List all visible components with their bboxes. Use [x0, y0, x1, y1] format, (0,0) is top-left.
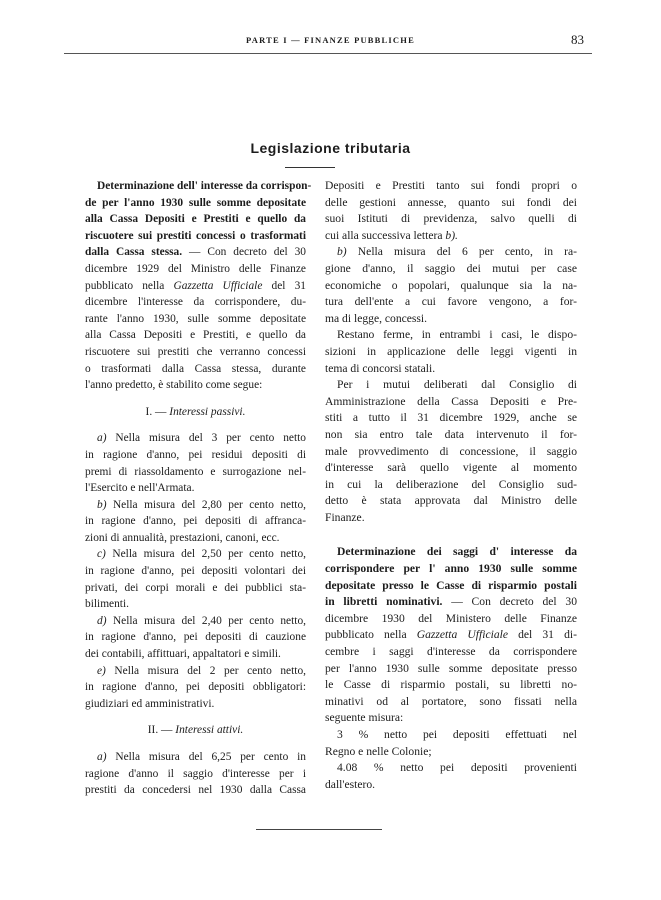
text: 4.08 % netto pei depositi provenienti — [337, 761, 577, 775]
text-line — [85, 580, 306, 597]
italic-text: Gazzetta Ufficiale — [416, 628, 508, 642]
text-line — [85, 327, 306, 344]
text-line — [85, 530, 306, 547]
text: prestiti da concedersi nel 1930 dalla Cassa — [85, 784, 306, 797]
text-line — [325, 361, 577, 378]
text: le Casse di risparmio postali, su libretti no- — [325, 678, 577, 692]
text: premi di riassoldamento e surrogazione nel- — [85, 465, 306, 478]
text-line — [85, 563, 306, 580]
text-line — [85, 228, 306, 245]
paragraph — [325, 760, 577, 793]
text-line — [85, 766, 306, 783]
paragraph — [325, 244, 577, 327]
text-line — [325, 727, 577, 744]
text: o trasformati dalla Cassa stessa, durante — [85, 362, 306, 375]
paragraph — [325, 377, 577, 526]
subsection-heading — [85, 722, 306, 739]
running-header — [0, 32, 661, 49]
text-line — [325, 561, 577, 578]
text-line — [325, 694, 577, 711]
text: dicembre 1930 del Ministero delle Finanze — [325, 611, 577, 625]
text-line — [325, 578, 577, 595]
text: male provvedimento di concessione, il saggio — [325, 444, 577, 458]
paragraph — [85, 497, 306, 547]
text: l'Esercito e nell'Armata. — [85, 482, 195, 495]
text-line — [85, 361, 306, 378]
text-line — [325, 493, 577, 510]
text: zioni di annualità, prestazioni, canoni, ecc. — [85, 531, 280, 544]
italic-text: a) — [97, 751, 107, 763]
bold-text: in libretti nominativi. — [325, 595, 443, 609]
paragraph — [85, 178, 312, 394]
text-line — [85, 722, 306, 739]
text: sizioni in applicazione delle leggi vigenti in — [325, 344, 577, 358]
text-line — [325, 344, 577, 361]
text-line — [85, 546, 306, 563]
header-rule — [64, 53, 592, 54]
bold-text: riscuotere sui prestiti concessi o trasformati — [85, 229, 306, 242]
text-line — [325, 677, 577, 694]
text-line — [85, 447, 306, 464]
text: privati, dei corpi morali e dei pubblici sta- — [85, 581, 306, 594]
text: Nella misura del 2,50 per cento netto, — [105, 548, 306, 561]
paragraph — [85, 663, 306, 713]
text: minativi od al portatore, sono fissati nella — [325, 694, 577, 708]
italic-text: Gazzetta Ufficiale — [173, 279, 263, 292]
paragraph — [85, 430, 306, 496]
text-line — [85, 278, 306, 295]
text-line — [325, 760, 577, 777]
text-line — [325, 477, 577, 494]
text: cembre i saggi d'interesse da corrispondere — [325, 645, 577, 659]
end-rule — [256, 829, 382, 830]
text-line — [325, 278, 577, 295]
text-line — [85, 211, 306, 228]
text-line — [325, 627, 577, 644]
text: in ragione d'anno, pei depositi di cauzione — [85, 631, 306, 644]
text: dicembre l'interesse da corrispondere, du- — [85, 296, 306, 309]
text-line — [85, 261, 306, 278]
text: Nella misura del 6 per cento, in ra- — [346, 245, 577, 259]
text: non sia entro tale data intervenuto il for- — [325, 427, 577, 441]
text-line — [325, 261, 577, 278]
text-line — [325, 544, 577, 561]
text-line — [85, 629, 306, 646]
bold-text: corrispondere per l' anno 1930 sulle somme — [325, 562, 577, 576]
paragraph — [85, 749, 306, 799]
text-line — [325, 178, 577, 195]
text: economiche o popolari, qualunque sia la na- — [325, 278, 577, 292]
text: delle gestioni annesse, quanto sui fondi dei — [325, 195, 577, 209]
paragraph — [325, 727, 577, 760]
text-line — [325, 427, 577, 444]
text-line — [325, 410, 577, 427]
text-line — [85, 294, 306, 311]
bold-text: dalla Cassa stessa. — [85, 246, 183, 259]
text: ma di legge, concessi. — [325, 311, 428, 325]
italic-text: Interessi passivi. — [169, 405, 246, 418]
italic-text: Interessi attivi. — [175, 724, 244, 737]
text-line — [325, 228, 577, 245]
text: cui alla successiva lettera — [325, 228, 446, 242]
text: in ragione d'anno, pei residui depositi di — [85, 448, 306, 461]
running-title: PARTE I — FINANZE PUBBLICHE — [246, 35, 415, 45]
text: Nella misura del 3 per cento netto — [106, 432, 306, 445]
text-line — [85, 646, 306, 663]
text: gione d'anno, il saggio dei mutui per case — [325, 261, 577, 275]
italic-text: b) — [97, 498, 107, 511]
paragraph — [85, 613, 306, 663]
paragraph — [85, 546, 306, 612]
text-line — [325, 611, 577, 628]
bold-text: depositate presso le Casse di risparmio postali — [325, 578, 577, 592]
text: — Con decreto del 30 — [442, 595, 577, 609]
text: riscuotere sui prestiti che verranno concessi — [85, 345, 306, 358]
text-line — [85, 749, 306, 766]
text: seguente misura: — [325, 711, 404, 725]
text: d'interesse sarà quello vigente al momento — [325, 461, 577, 475]
paragraph — [325, 544, 577, 727]
bold-text: de per l'anno 1930 sulle somme depositate — [85, 196, 306, 209]
text-line — [325, 444, 577, 461]
text-line — [325, 710, 577, 727]
paragraph-gap — [85, 394, 306, 404]
text-line — [325, 460, 577, 477]
right-column — [325, 178, 577, 793]
text-line — [325, 394, 577, 411]
text-line — [85, 782, 306, 799]
text: Regno e nelle Colonie; — [325, 744, 432, 758]
text-line — [325, 327, 577, 344]
text-line — [85, 344, 306, 361]
text: 3 % netto pei depositi effettuati nel — [337, 728, 577, 741]
text: Restano ferme, in entrambi i casi, le dispo- — [337, 328, 577, 342]
text-line — [85, 244, 306, 261]
text: — Con decreto del 30 — [182, 246, 306, 259]
text-line — [85, 596, 306, 613]
text-line — [85, 679, 306, 696]
text: pubblicato nella — [85, 279, 174, 292]
italic-text: c) — [97, 548, 106, 561]
text-line — [325, 294, 577, 311]
text: Nella misura del 2,40 per cento netto, — [106, 614, 306, 627]
text-line — [85, 613, 306, 630]
text: rante l'anno 1930, sulle somme depositate — [85, 312, 306, 325]
title-rule — [285, 167, 335, 168]
text-line — [85, 696, 306, 713]
text-line — [85, 195, 306, 212]
text: I. — — [145, 405, 170, 418]
text-line — [85, 513, 306, 530]
text-line — [85, 430, 306, 447]
text: in cui la deliberazione del Consiglio sud- — [325, 477, 577, 491]
text: detto è stata approvata dal Ministro delle — [325, 494, 577, 508]
italic-text: b). — [445, 228, 458, 242]
subsection-heading — [85, 404, 306, 421]
text-line — [85, 404, 306, 421]
text: Finanze. — [325, 510, 365, 524]
text: Nella misura del 2,80 per cento netto, — [106, 498, 306, 511]
text: l'anno predetto, è stabilito come segue: — [85, 379, 263, 392]
text-line — [325, 661, 577, 678]
page-number: 83 — [571, 32, 584, 47]
text: in ragione d'anno, pei depositi di affranca- — [85, 515, 306, 528]
paragraph — [325, 327, 577, 377]
left-column — [85, 178, 312, 799]
text-line — [325, 644, 577, 661]
italic-text: a) — [97, 432, 107, 445]
italic-text: b) — [337, 245, 347, 259]
text: Amministrazione della Cassa Depositi e Pre- — [325, 394, 577, 408]
text-line — [85, 663, 306, 680]
text: giudiziari ed amministrativi. — [85, 697, 215, 710]
text: per l'anno 1930 sulle somme depositate presso — [325, 661, 577, 675]
text-line — [325, 195, 577, 212]
text: in ragione d'anno, pei depositi volontari dei — [85, 565, 306, 578]
text-line — [325, 510, 577, 527]
text: bilimenti. — [85, 598, 129, 611]
bold-text: Determinazione dell' interesse da corrispon- — [97, 180, 312, 192]
text: del 31 di- — [507, 628, 577, 642]
text-line — [85, 178, 312, 195]
text: dall'estero. — [325, 777, 376, 791]
text-line — [85, 497, 306, 514]
paragraph-gap — [85, 739, 306, 749]
text: Nella misura del 6,25 per cento in — [106, 751, 306, 763]
text: Per i mutui deliberati dal Consiglio di — [337, 378, 577, 392]
text: alla Cassa Depositi e Prestiti, e quello da — [85, 329, 306, 342]
bold-text: alla Cassa Depositi e Prestiti e quello da — [85, 213, 306, 226]
text-line — [325, 777, 577, 794]
text: Depositi e Prestiti tanto sui fondi propri o — [325, 179, 577, 192]
text: tura dell'ente a cui favore vengono, a for- — [325, 295, 577, 309]
text: dei contabili, affittuari, appaltatori e simili. — [85, 648, 281, 661]
text-line — [325, 377, 577, 394]
text-line — [85, 464, 306, 481]
text-line — [85, 311, 306, 328]
paragraph-gap — [325, 526, 577, 544]
bold-text: Determinazione dei saggi d' interesse da — [337, 545, 577, 559]
italic-text: d) — [97, 614, 107, 627]
text: dicembre 1929 del Ministro delle Finanze — [85, 262, 306, 275]
text-line — [325, 311, 577, 328]
text: in ragione d'anno, pei depositi obbligatori: — [85, 681, 306, 694]
paragraph-gap — [85, 420, 306, 430]
paragraph — [325, 178, 577, 244]
text-line — [325, 594, 577, 611]
text-line — [325, 744, 577, 761]
text-line — [85, 377, 306, 394]
italic-text: e) — [97, 664, 106, 677]
text-line — [85, 480, 306, 497]
text: tema di concorsi statali. — [325, 361, 436, 375]
text-line — [325, 244, 577, 261]
paragraph-gap — [85, 712, 306, 722]
text: stiti a tutto il 31 dicembre 1929, anche se — [325, 411, 577, 425]
section-title: Legislazione tributaria — [250, 140, 411, 156]
text: pubblicato nella — [325, 628, 417, 642]
text-line — [325, 211, 577, 228]
text: Nella misura del 2 per cento netto, — [105, 664, 306, 677]
text: suoi Istituti di previdenza, salvo quelli di — [325, 212, 577, 226]
text: II. — — [147, 724, 176, 737]
text: ragione d'anno il saggio d'interesse per i — [85, 767, 306, 780]
text: del 31 — [262, 279, 306, 292]
